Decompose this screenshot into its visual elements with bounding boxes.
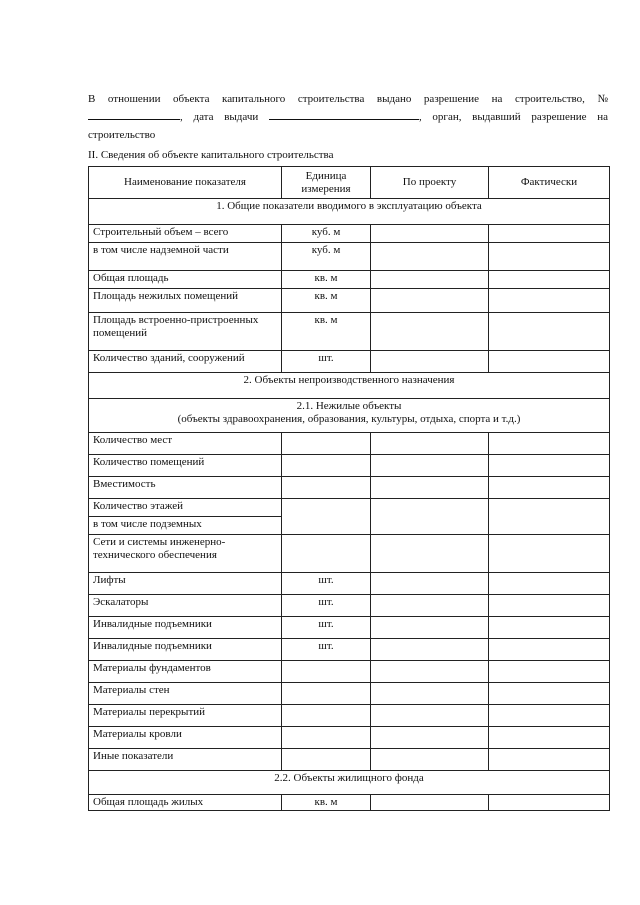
indicator-unit: шт. bbox=[282, 573, 371, 595]
header-row bbox=[89, 167, 610, 199]
indicator-name: Инвалидные подъемники bbox=[89, 639, 282, 661]
indicator-name: Общая площадь жилых bbox=[89, 795, 282, 811]
project-value-cell[interactable] bbox=[371, 243, 489, 271]
issue-date-blank[interactable] bbox=[269, 109, 419, 120]
table-row bbox=[89, 499, 610, 517]
project-value-cell[interactable] bbox=[371, 477, 489, 499]
actual-value-cell[interactable] bbox=[489, 617, 610, 639]
indicator-unit bbox=[282, 749, 371, 771]
indicator-name: Строительный объем – всего bbox=[89, 225, 282, 243]
table-row bbox=[89, 535, 610, 573]
indicator-name: Материалы кровли bbox=[89, 727, 282, 749]
indicator-name: в том числе надземной части bbox=[89, 243, 282, 271]
actual-value-cell[interactable] bbox=[489, 243, 610, 271]
group-heading: 2.2. Объекты жилищного фонда bbox=[89, 771, 610, 795]
actual-value-cell[interactable] bbox=[489, 661, 610, 683]
table-row bbox=[89, 595, 610, 617]
indicator-name: Площадь встроенно-пристроенных помещений bbox=[89, 313, 282, 351]
project-value-cell[interactable] bbox=[371, 683, 489, 705]
indicator-unit bbox=[282, 433, 371, 455]
project-value-cell[interactable] bbox=[371, 639, 489, 661]
indicator-name: Общая площадь bbox=[89, 271, 282, 289]
header-actual: Фактически bbox=[489, 167, 610, 199]
indicator-unit bbox=[282, 455, 371, 477]
indicators-table bbox=[88, 166, 610, 811]
indicator-name: Иные показатели bbox=[89, 749, 282, 771]
group-heading bbox=[89, 399, 610, 433]
table-row bbox=[89, 573, 610, 595]
table-row bbox=[89, 771, 610, 795]
issuing-organ-label: , орган, выдавший разрешение на строительство bbox=[88, 111, 609, 141]
indicator-name: Материалы перекрытий bbox=[89, 705, 282, 727]
indicator-name: Количество мест bbox=[89, 433, 282, 455]
indicator-unit: куб. м bbox=[282, 225, 371, 243]
intro-text: В отношении объекта капитального строительства выдано разрешение на строительство, bbox=[88, 93, 585, 105]
indicator-name: Сети и системы инженерно-технического обеспечения bbox=[89, 535, 282, 573]
project-value-cell[interactable] bbox=[371, 455, 489, 477]
project-value-cell[interactable] bbox=[371, 433, 489, 455]
table-row bbox=[89, 705, 610, 727]
table-row bbox=[89, 399, 610, 433]
group-subtitle: (объекты здравоохранения, образования, культуры, отдыха, спорта и т.д.) bbox=[177, 413, 521, 425]
table-row bbox=[89, 351, 610, 373]
table-row bbox=[89, 455, 610, 477]
project-value-cell[interactable] bbox=[371, 617, 489, 639]
actual-value-cell[interactable] bbox=[489, 433, 610, 455]
project-value-cell[interactable] bbox=[371, 351, 489, 373]
actual-value-cell[interactable] bbox=[489, 289, 610, 313]
actual-value-cell[interactable] bbox=[489, 225, 610, 243]
indicator-unit bbox=[282, 727, 371, 749]
indicator-unit bbox=[282, 499, 371, 535]
actual-value-cell[interactable] bbox=[489, 499, 610, 535]
permit-number-label: № bbox=[597, 93, 609, 105]
actual-value-cell[interactable] bbox=[489, 477, 610, 499]
indicator-name: Количество этажей bbox=[89, 499, 282, 517]
table-row bbox=[89, 795, 610, 811]
project-value-cell[interactable] bbox=[371, 795, 489, 811]
indicator-name: Материалы стен bbox=[89, 683, 282, 705]
indicator-unit: кв. м bbox=[282, 795, 371, 811]
permit-number-blank[interactable] bbox=[88, 109, 180, 120]
indicator-name: Вместимость bbox=[89, 477, 282, 499]
actual-value-cell[interactable] bbox=[489, 705, 610, 727]
indicator-unit: шт. bbox=[282, 617, 371, 639]
indicator-name: Эскалаторы bbox=[89, 595, 282, 617]
indicator-unit bbox=[282, 477, 371, 499]
indicator-unit bbox=[282, 683, 371, 705]
project-value-cell[interactable] bbox=[371, 727, 489, 749]
project-value-cell[interactable] bbox=[371, 595, 489, 617]
actual-value-cell[interactable] bbox=[489, 351, 610, 373]
header-name: Наименование показателя bbox=[89, 167, 282, 199]
actual-value-cell[interactable] bbox=[489, 727, 610, 749]
group-title: 2.1. Нежилые объекты bbox=[296, 400, 402, 412]
intro-paragraph bbox=[88, 90, 608, 144]
table-row bbox=[89, 313, 610, 351]
project-value-cell[interactable] bbox=[371, 499, 489, 535]
indicator-unit: кв. м bbox=[282, 313, 371, 351]
table-row bbox=[89, 433, 610, 455]
table-row bbox=[89, 225, 610, 243]
project-value-cell[interactable] bbox=[371, 289, 489, 313]
table-body bbox=[89, 199, 610, 811]
indicator-unit: шт. bbox=[282, 351, 371, 373]
group-heading: 1. Общие показатели вводимого в эксплуатацию объекта bbox=[89, 199, 610, 225]
table-row bbox=[89, 477, 610, 499]
project-value-cell[interactable] bbox=[371, 573, 489, 595]
indicator-unit bbox=[282, 661, 371, 683]
table-row bbox=[89, 617, 610, 639]
indicator-name: Лифты bbox=[89, 573, 282, 595]
project-value-cell[interactable] bbox=[371, 271, 489, 289]
table-row bbox=[89, 373, 610, 399]
project-value-cell[interactable] bbox=[371, 225, 489, 243]
actual-value-cell[interactable] bbox=[489, 683, 610, 705]
actual-value-cell[interactable] bbox=[489, 313, 610, 351]
indicator-unit bbox=[282, 535, 371, 573]
indicator-unit: шт. bbox=[282, 639, 371, 661]
indicator-name: Материалы фундаментов bbox=[89, 661, 282, 683]
table-row bbox=[89, 243, 610, 271]
table-row bbox=[89, 749, 610, 771]
indicator-unit: шт. bbox=[282, 595, 371, 617]
header-unit: Единица измерения bbox=[282, 167, 371, 199]
indicator-unit: кв. м bbox=[282, 289, 371, 313]
table-row bbox=[89, 271, 610, 289]
indicator-unit: кв. м bbox=[282, 271, 371, 289]
indicator-name: Площадь нежилых помещений bbox=[89, 289, 282, 313]
issue-date-label: , дата выдачи bbox=[180, 111, 259, 123]
actual-value-cell[interactable] bbox=[489, 749, 610, 771]
indicator-name: в том числе подземных bbox=[89, 517, 282, 535]
table-row bbox=[89, 199, 610, 225]
actual-value-cell[interactable] bbox=[489, 271, 610, 289]
indicator-name: Количество зданий, сооружений bbox=[89, 351, 282, 373]
project-value-cell[interactable] bbox=[371, 749, 489, 771]
project-value-cell[interactable] bbox=[371, 661, 489, 683]
section-title: II. Сведения об объекте капитального строительства bbox=[88, 149, 334, 161]
project-value-cell[interactable] bbox=[371, 535, 489, 573]
actual-value-cell[interactable] bbox=[489, 573, 610, 595]
table-row bbox=[89, 289, 610, 313]
indicator-unit bbox=[282, 705, 371, 727]
indicator-name: Инвалидные подъемники bbox=[89, 617, 282, 639]
group-heading: 2. Объекты непроизводственного назначения bbox=[89, 373, 610, 399]
indicator-name: Количество помещений bbox=[89, 455, 282, 477]
actual-value-cell[interactable] bbox=[489, 455, 610, 477]
table-row bbox=[89, 727, 610, 749]
table-row bbox=[89, 683, 610, 705]
project-value-cell[interactable] bbox=[371, 705, 489, 727]
project-value-cell[interactable] bbox=[371, 313, 489, 351]
actual-value-cell[interactable] bbox=[489, 639, 610, 661]
table-row bbox=[89, 661, 610, 683]
actual-value-cell[interactable] bbox=[489, 595, 610, 617]
actual-value-cell[interactable] bbox=[489, 795, 610, 811]
table-row bbox=[89, 639, 610, 661]
actual-value-cell[interactable] bbox=[489, 535, 610, 573]
indicator-unit: куб. м bbox=[282, 243, 371, 271]
header-project: По проекту bbox=[371, 167, 489, 199]
